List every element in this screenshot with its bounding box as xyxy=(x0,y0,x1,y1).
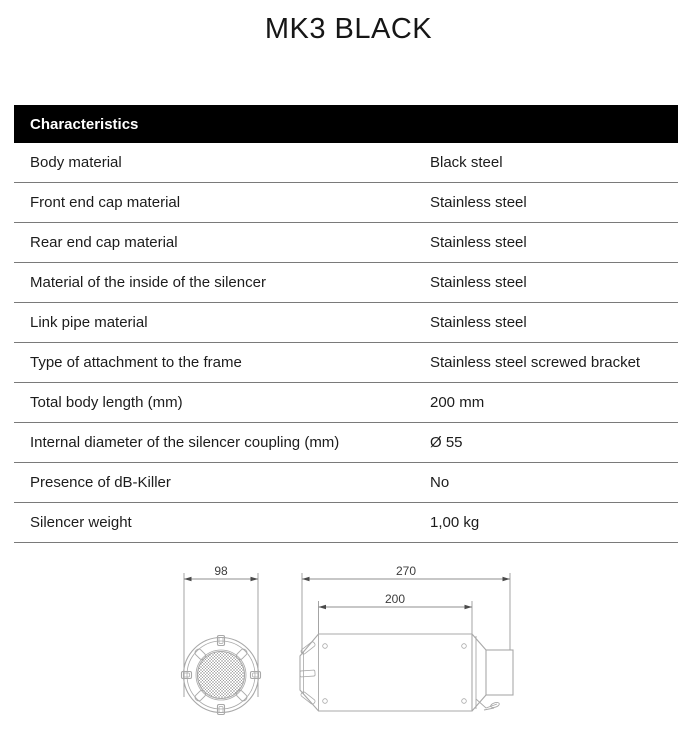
dimension-label-overall-length: 270 xyxy=(395,564,417,578)
table-row xyxy=(14,503,678,543)
spec-label: Type of attachment to the frame xyxy=(30,354,242,371)
spec-label: Presence of dB-Killer xyxy=(30,474,171,491)
dimension-label-front-width: 98 xyxy=(214,564,228,578)
spec-value: Ø 55 xyxy=(430,434,463,451)
spec-value: 200 mm xyxy=(430,394,485,411)
spec-label: Rear end cap material xyxy=(30,234,178,251)
spec-value: Stainless steel xyxy=(430,274,527,291)
spec-value: Stainless steel screwed bracket xyxy=(430,354,641,371)
spec-label: Total body length (mm) xyxy=(30,394,183,411)
table-row xyxy=(14,223,678,263)
dimension-label-body-length: 200 xyxy=(384,592,406,606)
table-row xyxy=(14,263,678,303)
page-title: MK3 BLACK xyxy=(264,13,433,45)
characteristics-table xyxy=(14,105,678,543)
table-row xyxy=(14,463,678,503)
spec-value: Black steel xyxy=(430,154,503,171)
spec-label: Link pipe material xyxy=(30,314,148,331)
spec-label: Front end cap material xyxy=(30,194,181,211)
silencer-dimension-drawing xyxy=(0,556,697,746)
table-row xyxy=(14,183,678,223)
spec-value: Stainless steel xyxy=(430,194,527,211)
silencer-front-view xyxy=(182,573,261,715)
spec-label: Body material xyxy=(30,154,122,171)
table-row xyxy=(14,343,678,383)
spec-value: Stainless steel xyxy=(430,314,527,331)
table-row xyxy=(14,383,678,423)
spec-label: Silencer weight xyxy=(30,514,132,531)
silencer-side-view xyxy=(300,573,513,711)
table-header: Characteristics xyxy=(14,105,678,143)
table-row xyxy=(14,303,678,343)
spec-label: Material of the inside of the silencer xyxy=(30,274,266,291)
spec-value: Stainless steel xyxy=(430,234,527,251)
spec-value: 1,00 kg xyxy=(430,514,480,531)
spec-label: Internal diameter of the silencer coupling (mm) xyxy=(30,434,340,451)
spec-value: No xyxy=(430,474,450,491)
technical-drawing xyxy=(0,556,697,746)
table-row xyxy=(14,423,678,463)
table-row xyxy=(14,143,678,183)
